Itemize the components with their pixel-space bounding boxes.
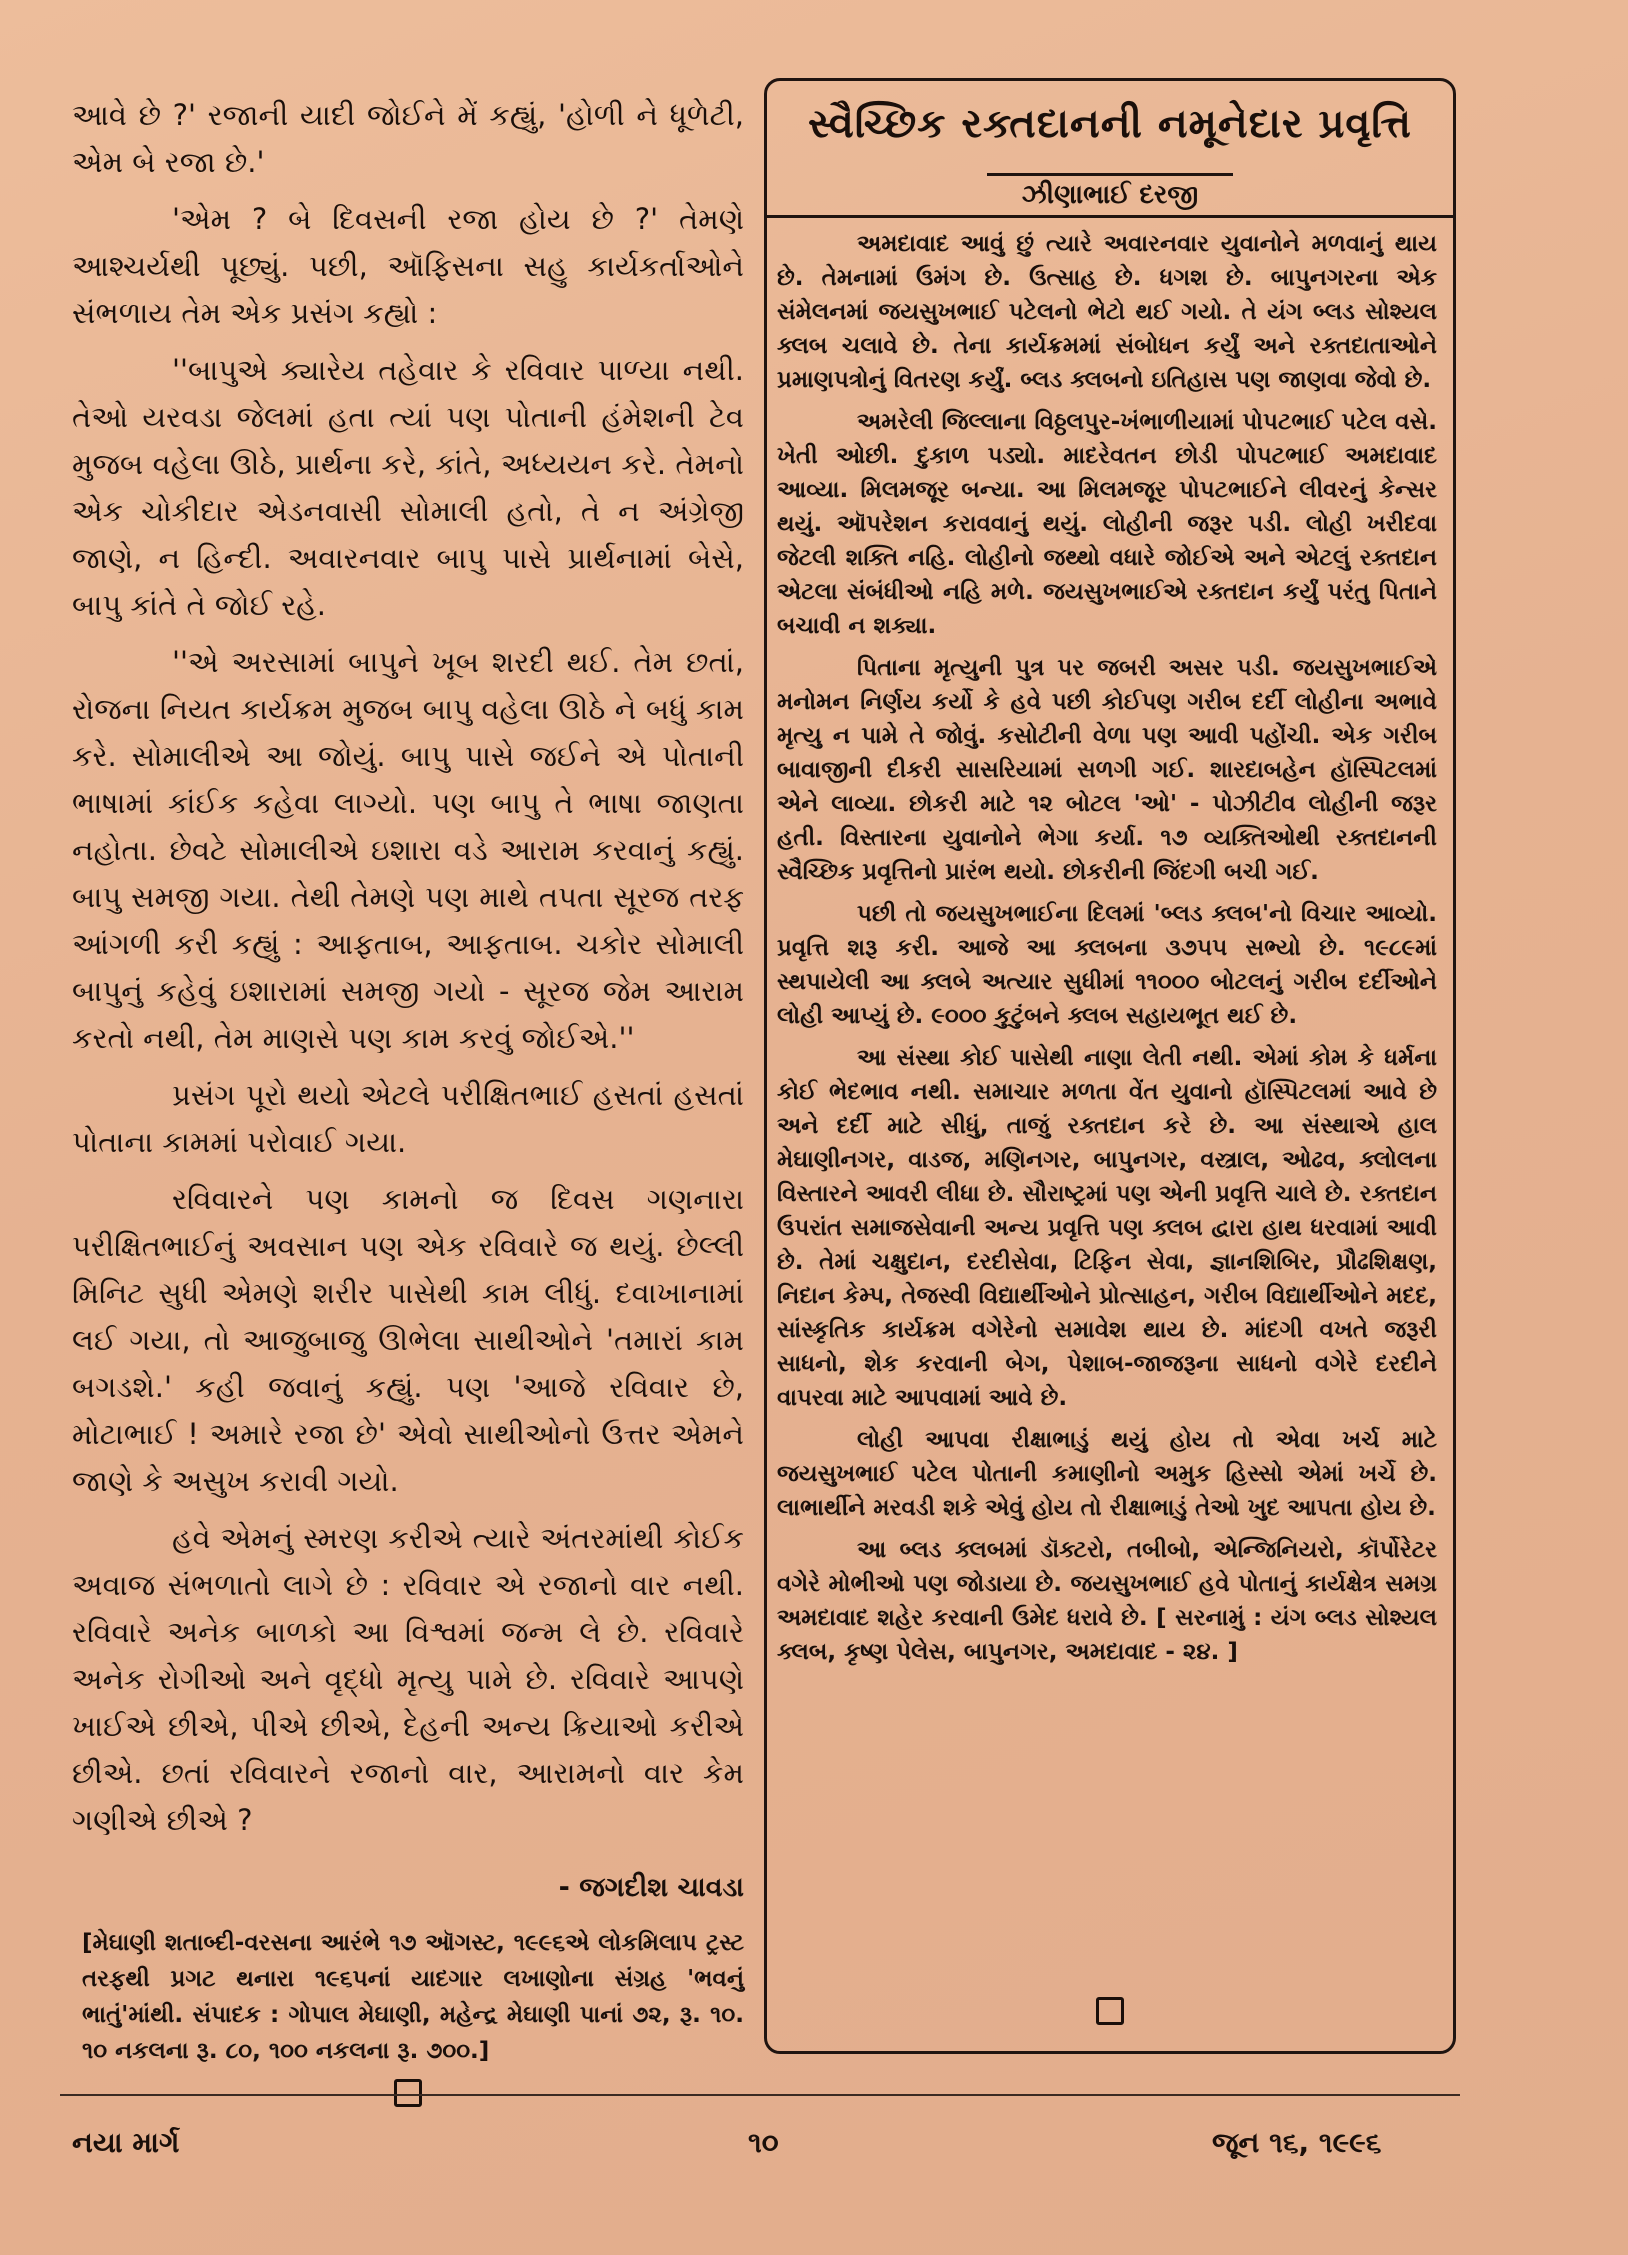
paragraph: પછી તો જયસુખભાઈના દિલમાં 'બ્લડ ક્લબ'નો વિચાર આવ્યો. પ્રવૃત્તિ શરૂ કરી. આજે આ ક્લબના ૩૭૫૫ સભ્યો છે. ૧૯૮૯માં સ્થપાયેલી આ ક્લબે અત્યાર સુધીમાં ૧૧૦૦૦ બોટલનું ગરીબ દર્દીઓને લોહી આપ્યું છે. ૯૦૦૦ કુટુંબને ક્લબ સહાયભૂત થઈ છે.: [777, 901, 1437, 1029]
paragraph: રવિવારને પણ કામનો જ દિવસ ગણનારા પરીક્ષિતભાઈનું અવસાન પણ એક રવિવારે જ થયું. છેલ્લી મિનિટ સુધી એમણે શરીર પાસેથી કામ લીધું. દવાખાનામાં લઈ ગયા, તો આજુબાજુ ઊભેલા સાથીઓને 'તમારાં કામ બગડશે.' કહી જવાનું કહ્યું. પણ 'આજે રવિવાર છે, મોટાભાઈ ! અમારે રજા છે' એવો સાથીઓનો ઉત્તર એમને જાણે કે અસુખ કરાવી ગયો.: [72, 1182, 744, 1498]
issue-date: જૂન ૧૬, ૧૯૯૬: [1212, 2126, 1382, 2159]
paragraph: ''બાપુએ ક્યારેય તહેવાર કે રવિવાર પાળ્યા નથી. તેઓ યરવડા જેલમાં હતા ત્યાં પણ પોતાની હંમેશની ટેવ મુજબ વહેલા ઊઠે, પ્રાર્થના કરે, કાંતે, અધ્યયન કરે. તેમનો એક ચોકીદાર એડનવાસી સોમાલી હતો, તે ન અંગ્રેજી જાણે, ન હિન્દી. અવારનવાર બાપુ પાસે પ્રાર્થનામાં બેસે, બાપુ કાંતે તે જોઈ રહે.: [72, 353, 744, 622]
paragraph: ''એ અરસામાં બાપુને ખૂબ શરદી થઈ. તેમ છતાં, રોજના નિયત કાર્યક્રમ મુજબ બાપુ વહેલા ઊઠે ને બધું કામ કરે. સોમાલીએ આ જોયું. બાપુ પાસે જઈને એ પોતાની ભાષામાં કાંઈક કહેવા લાગ્યો. પણ બાપુ તે ભાષા જાણતા નહોતા. છેવટે સોમાલીએ ઇશારા વડે આરામ કરવાનું કહ્યું. બાપુ સમજી ગયા. તેથી તેમણે પણ માથે તપતા સૂરજ તરફ આંગળી કરી કહ્યું : આફતાબ, આફતાબ. ચકોર સોમાલી બાપુનું કહેવું ઇશારામાં સમજી ગયો - સૂરજ જેમ આરામ કરતો નથી, તેમ માણસે પણ કામ કરવું જોઈએ.'': [72, 645, 745, 1055]
footer-divider: [60, 2094, 1460, 2096]
paragraph: પિતાના મૃત્યુની પુત્ર પર જબરી અસર પડી. જયસુખભાઈએ મનોમન નિર્ણય કર્યો કે હવે પછી કોઈપણ ગરીબ દર્દી લોહીના અભાવે મૃત્યુ ન પામે તે જોવું. કસોટીની વેળા પણ આવી પહોંચી. એક ગરીબ બાવાજીની દીકરી સાસરિયામાં સળગી ગઈ. શારદાબહેન હૉસ્પિટલમાં એને લાવ્યા. છોકરી માટે ૧૨ બોટલ 'ઓ' - પોઝીટીવ લોહીની જરૂર હતી. વિસ્તારના યુવાનોને ભેગા કર્યા. ૧૭ વ્યક્તિઓથી રક્તદાનની સ્વૈચ્છિક પ્રવૃત્તિનો પ્રારંભ થયો. છોકરીની જિંદગી બચી ગઈ.: [777, 655, 1437, 885]
left-column-article: [72, 92, 744, 2107]
box-title: સ્વૈચ્છિક રક્તદાનની નમૂનેદાર પ્રવૃત્તિ: [808, 101, 1412, 147]
page-number: ૧૦: [748, 2126, 779, 2159]
paragraph: 'એમ ? બે દિવસની રજા હોય છે ?' તેમણે આશ્ચર્યથી પૂછ્યું. પછી, ઑફિસના સહુ કાર્યકર્તાઓને સંભળાય તેમ એક પ્રસંગ કહ્યો :: [72, 202, 744, 330]
boxed-article: [764, 78, 1456, 2054]
paragraph: અમદાવાદ આવું છું ત્યારે અવારનવાર યુવાનોને મળવાનું થાય છે. તેમનામાં ઉમંગ છે. ઉત્સાહ છે. ધગશ છે. બાપુનગરના એક સંમેલનમાં જયસુખભાઈ પટેલનો ભેટો થઈ ગયો. તે યંગ બ્લડ સોશ્યલ ક્લબ ચલાવે છે. તેના કાર્યક્રમમાં સંબોધન કર્યું અને રક્તદાતાઓને પ્રમાણપત્રોનું વિતરણ કર્યું. બ્લડ ક્લબનો ઇતિહાસ પણ જાણવા જેવો છે.: [777, 231, 1437, 393]
paragraph: આ સંસ્થા કોઈ પાસેથી નાણા લેતી નથી. એમાં કોમ કે ધર્મના કોઈ ભેદભાવ નથી. સમાચાર મળતા વેંત યુવાનો હૉસ્પિટલમાં આવે છે અને દર્દી માટે સીધું, તાજું રક્તદાન કરે છે. આ સંસ્થાએ હાલ મેઘાણીનગર, વાડજ, મણિનગર, બાપુનગર, વસ્ત્રાલ, ઓઢવ, ક્લોલના વિસ્તારને આવરી લીધા છે. સૌરાષ્ટ્રમાં પણ એની પ્રવૃત્તિ ચાલે છે. રક્તદાન ઉપરાંત સમાજસેવાની અન્ય પ્રવૃત્તિ પણ ક્લબ દ્વારા હાથ ધરવામાં આવી છે. તેમાં ચક્ષુદાન, દરદીસેવા, ટિફિન સેવા, જ્ઞાનશિબિર, પ્રૌઢશિક્ષણ, નિદાન કેમ્પ, તેજસ્વી વિદ્યાર્થીઓને પ્રોત્સાહન, ગરીબ વિદ્યાર્થીઓને મદદ, સાંસ્કૃતિક કાર્યક્રમ વગેરેનો સમાવેશ થાય છે. માંદગી વખતે જરૂરી સાધનો, શેક કરવાની બેગ, પેશાબ-જાજરૂના સાધનો વગેરે દરદીને વાપરવા માટે આપવામાં આવે છે.: [777, 1045, 1437, 1411]
publication-name: નયા માર્ગ: [72, 2126, 180, 2159]
end-mark-icon: [1096, 1997, 1124, 2025]
paragraph: અમરેલી જિલ્લાના વિઠ્ઠલપુર-ખંભાળીયામાં પોપટભાઈ પટેલ વસે. ખેતી ઓછી. દુકાળ પડ્યો. માદરેવતન છોડી પોપટભાઈ અમદાવાદ આવ્યા. મિલમજૂર બન્યા. આ મિલમજૂર પોપટભાઈને લીવરનું કેન્સર થયું. ઑપરેશન કરાવવાનું થયું. લોહીની જરૂર પડી. લોહી ખરીદવા જેટલી શક્તિ નહિ. લોહીનો જથ્થો વધારે જોઈએ અને એટલું રક્તદાન એટલા સંબંધીઓ નહિ મળે. જયસુખભાઈએ રક્તદાન કર્યું પરંતુ પિતાને બચાવી ન શક્યા.: [777, 409, 1437, 639]
author-signature: - જગદીશ ચાવડા: [558, 1872, 744, 1903]
box-header: [767, 81, 1453, 218]
paragraph: હવે એમનું સ્મરણ કરીએ ત્યારે અંતરમાંથી કોઈક અવાજ સંભળાતો લાગે છે : રવિવાર એ રજાનો વાર નથી. રવિવારે અનેક બાળકો આ વિશ્વમાં જન્મ લે છે. રવિવારે અનેક રોગીઓ અને વૃદ્ધો મૃત્યુ પામે છે. રવિવારે આપણે ખાઈએ છીએ, પીએ છીએ, દેહની અન્ય ક્રિયાઓ કરીએ છીએ. છતાં રવિવારને રજાનો વાર, આરામનો વાર કેમ ગણીએ છીએ ?: [72, 1521, 744, 1837]
box-author: ઝીણાભાઈ દરજી: [987, 173, 1233, 218]
paragraph: લોહી આપવા રીક્ષાભાડું થયું હોય તો એવા ખર્ચ માટે જયસુખભાઈ પટેલ પોતાની કમાણીનો અમુક હિસ્સો એમાં ખર્ચે છે. લાભાર્થીને મરવડી શકે એવું હોય તો રીક્ષાભાડું તેઓ ખુદ આપતા હોય છે.: [777, 1427, 1437, 1521]
source-note: [મેઘાણી શતાબ્દી-વરસના આરંભે ૧૭ ઑગસ્ટ, ૧૯૯૬એ લોકમિલાપ ટ્રસ્ટ તરફથી પ્રગટ થનારા ૧૯૬૫નાં યાદગાર લખાણોના સંગ્રહ 'ભવનું ભાતું'માંથી. સંપાદક : ગોપાલ મેઘાણી, મહેન્દ્ર મેઘાણી પાનાં ૭૨, રૂ. ૧૦. ૧૦ નકલના રૂ. ૮૦, ૧૦૦ નકલના રૂ. ૭૦૦.]: [82, 1930, 744, 2064]
box-body: [777, 227, 1437, 1677]
end-mark-icon: [394, 2079, 422, 2107]
paragraph: આવે છે ?' રજાની યાદી જોઈને મેં કહ્યું, 'હોળી ને ધૂળેટી, એમ બે રજા છે.': [72, 98, 744, 179]
paragraph: આ બ્લડ ક્લબમાં ડૉક્ટરો, તબીબો, એન્જિનિયરો, કૉર્પોરેટર વગેરે મોભીઓ પણ જોડાયા છે. જયસુખભાઈ હવે પોતાનું કાર્યક્ષેત્ર સમગ્ર અમદાવાદ શહેર કરવાની ઉમેદ ધરાવે છે. [ સરનામું : યંગ બ્લડ સોશ્યલ ક્લબ, કૃષ્ણ પેલેસ, બાપુનગર, અમદાવાદ - ૨૪. ]: [777, 1537, 1437, 1665]
paragraph: પ્રસંગ પૂરો થયો એટલે પરીક્ષિતભાઈ હસતાં હસતાં પોતાના કામમાં પરોવાઈ ગયા.: [72, 1078, 744, 1159]
